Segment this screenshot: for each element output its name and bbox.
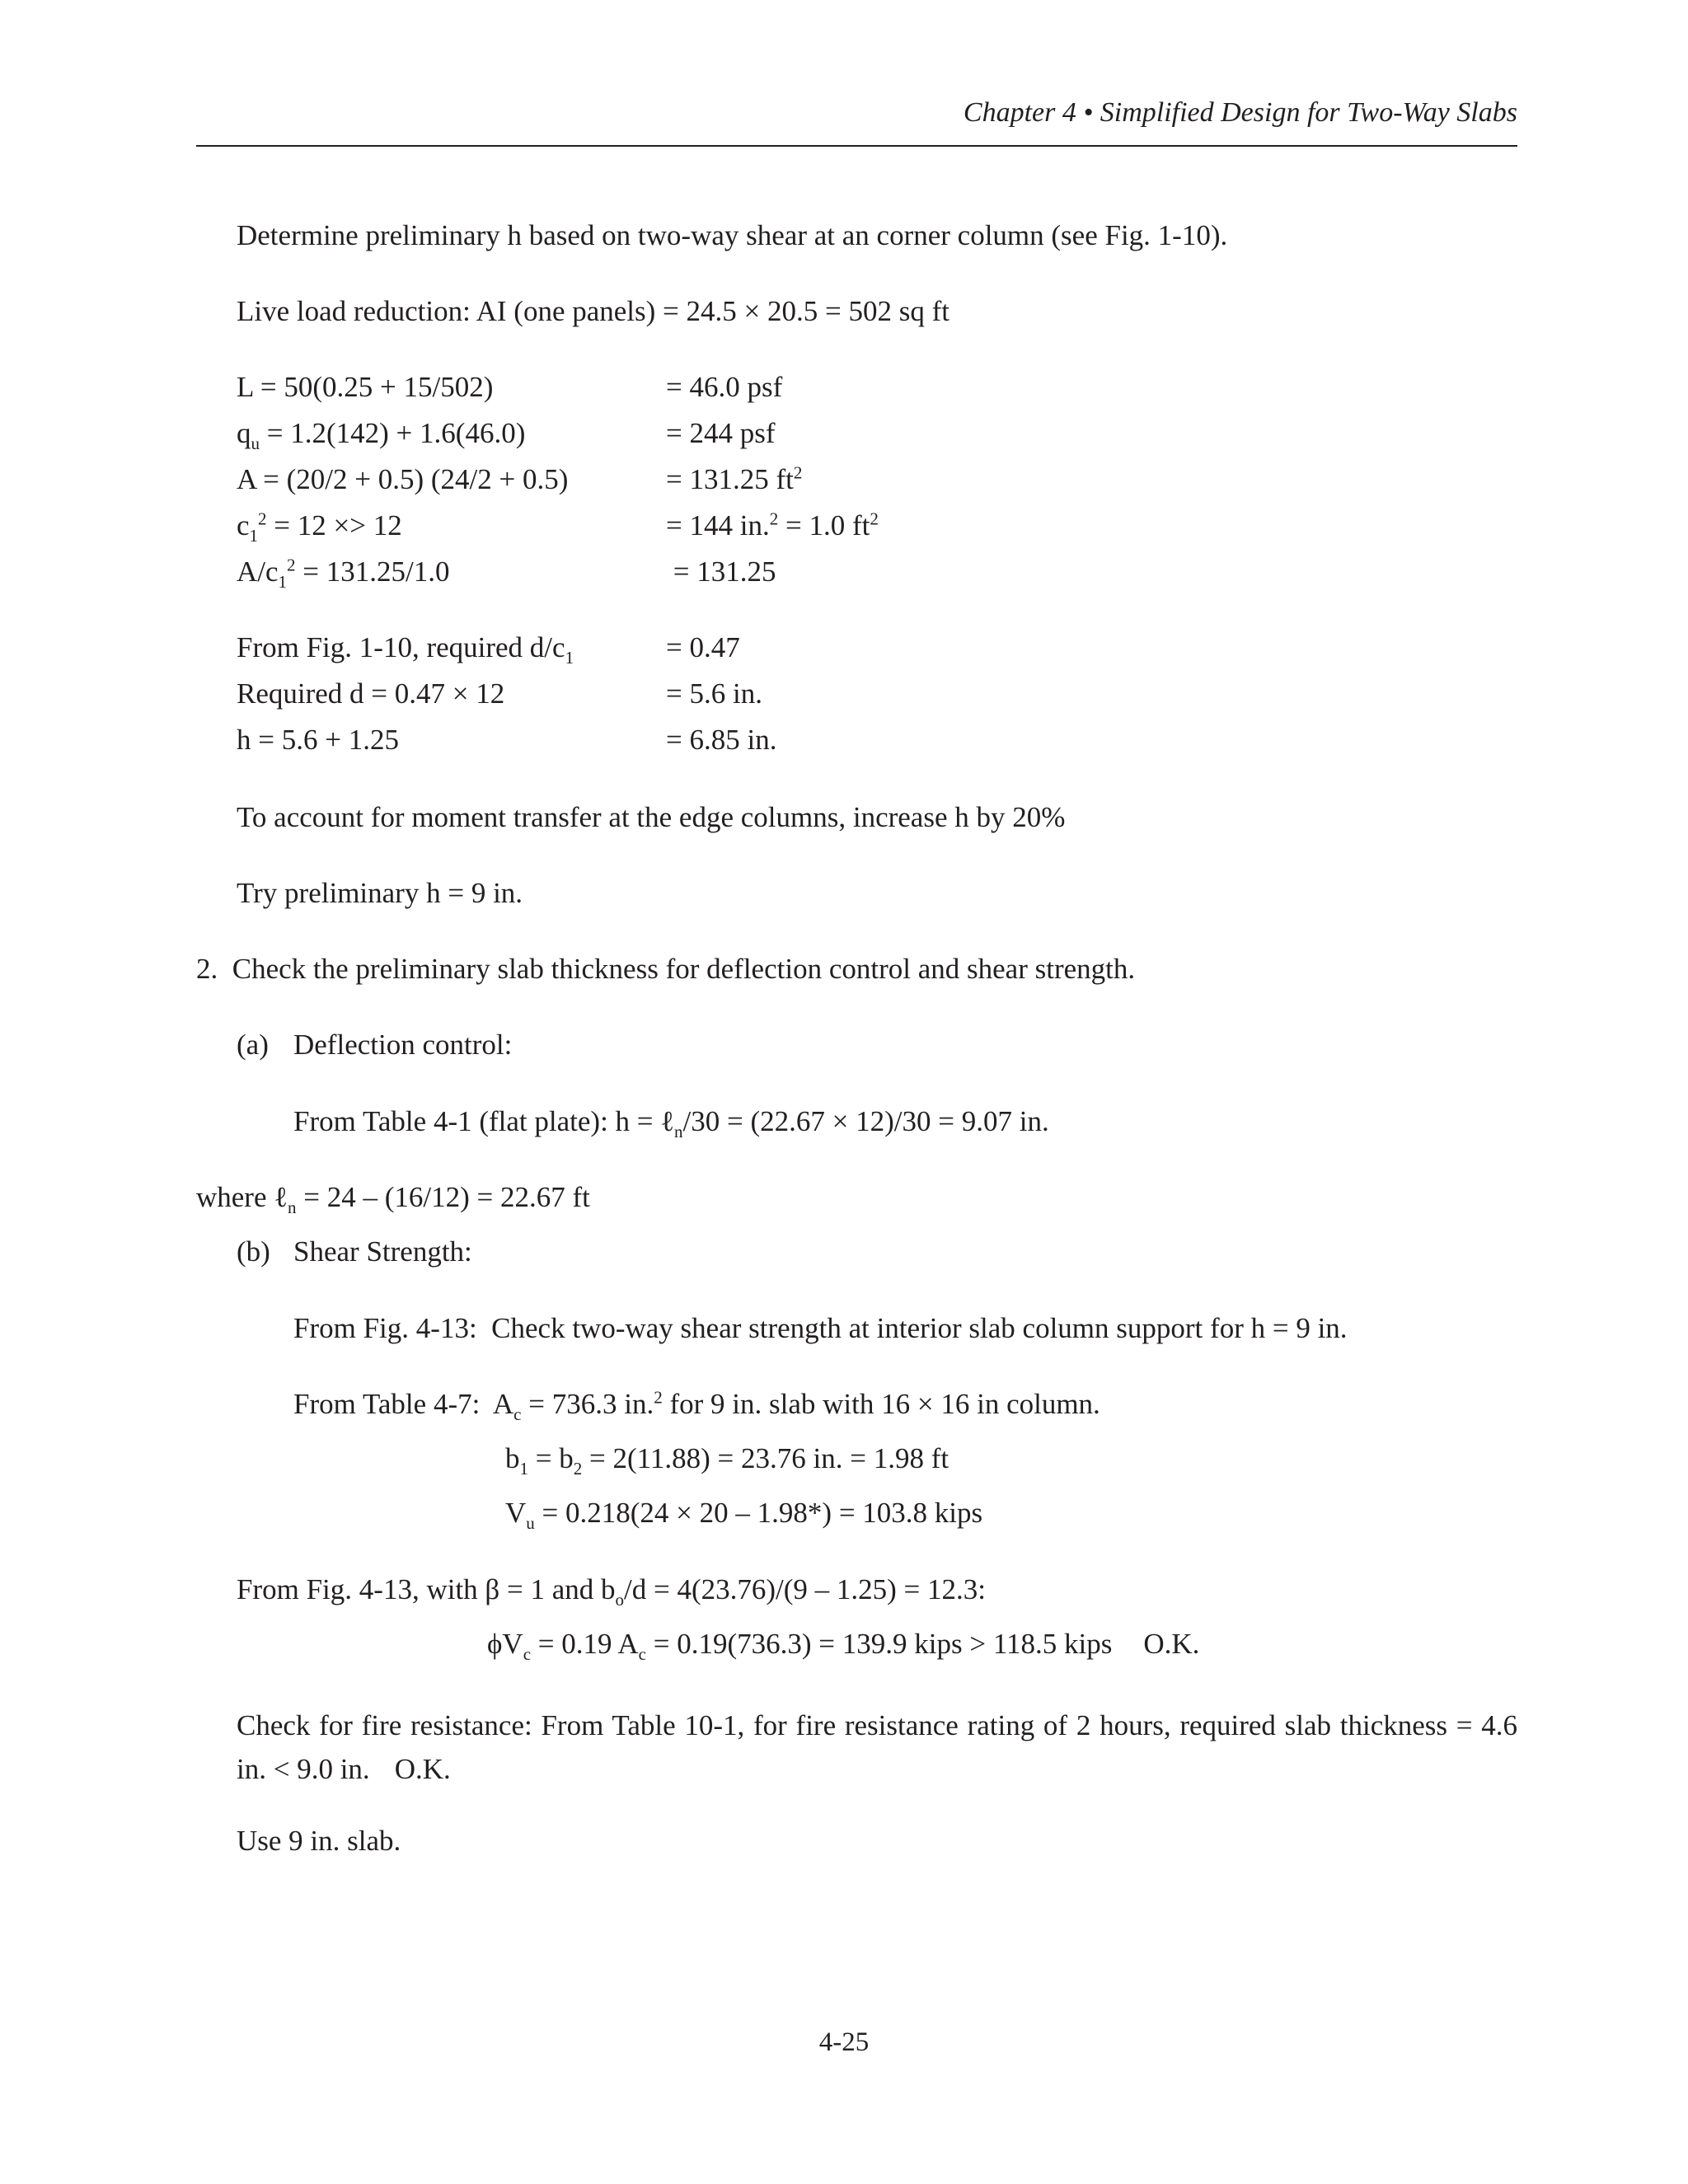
where-ln-line: where ℓ$_n$ = 24 – (16/12) = 22.67 ft	[196, 1181, 590, 1217]
calc-value-qu: = 244 psf	[666, 417, 776, 449]
fig-4-13-line: From Fig. 4-13: Check two-way shear strength at interior slab column support for h = 9 in.	[293, 1312, 1348, 1344]
calc-value-dc1: = 0.47	[666, 631, 740, 663]
phi-vc-ok: O.K.	[1143, 1628, 1200, 1660]
item-b-label: (b)	[237, 1235, 270, 1268]
try-h-line: Try preliminary h = 9 in.	[237, 877, 523, 909]
calc-label-l: L = 50(0.25 + 15/502)	[237, 371, 494, 403]
b1-b2-line: $b_1 = b_2 = 2(11.88) = 23.76$ in. = 1.98 ft	[505, 1442, 950, 1479]
calc-label-dc1: From Fig. 1-10, required $d/c_1$	[237, 631, 574, 668]
calc-value-a: = 131.25 $ft^2$	[666, 462, 803, 495]
page-number: 4-25	[818, 2027, 870, 2057]
item-a-text: Deflection control:	[293, 1029, 513, 1061]
intro-paragraph: Determine preliminary h based on two-way shear at an corner column (see Fig. 1-10).	[237, 219, 1228, 251]
calc-value-c1: = 144 in.$^2$ = 1.0 $ft^2$	[666, 509, 879, 541]
running-head: Chapter 4 • Simplified Design for Two-Way Slabs	[963, 97, 1517, 128]
header-rule	[196, 145, 1517, 147]
calc-value-d: = 5.6 in.	[666, 677, 762, 710]
table-4-7-line: From Table 4-7: $A_c = 736.3$ in.$^2$ for 9 in. slab with 16 × 16 in column.	[293, 1387, 1100, 1424]
calc-label-a: A = (20/2 + 0.5) (24/2 + 0.5)	[237, 463, 569, 495]
vu-line: $V_u = 0.218(24 \times 20 - 1.98*) = 103.8$ kips	[505, 1497, 983, 1533]
fire-resistance-paragraph: Check for fire resistance: From Table 10-1, for fire resistance rating of 2 hours, required slab thickness = 4.6 in. < 9.0 in. O.K.	[237, 1709, 1517, 1785]
table-4-1-line: From Table 4-1 (flat plate): h = ℓ$_n$/30 = (22.67 × 12)/30 = 9.07 in.	[293, 1105, 1049, 1141]
moment-transfer-line: To account for moment transfer at the edge columns, increase h by 20%	[237, 801, 1066, 833]
calc-value-l: = 46.0 psf	[666, 371, 783, 403]
calc-label-d: Required d = 0.47 × 12	[237, 677, 505, 710]
calc-label-h: h = 5.6 + 1.25	[237, 724, 399, 756]
calc-label-ac1: $A/c_1^2 = 131.25/1.0$	[237, 555, 450, 592]
item-a-label: (a)	[237, 1029, 269, 1061]
calc-label-qu: $q_u = 1.2(142) + 1.6(46.0)$	[237, 417, 526, 453]
phi-vc-line: $\phi V_c = 0.19$ $A_c = 0.19(736.3) = 139.9$ kips > 118.5 kips O.K.	[487, 1628, 1200, 1664]
calc-label-c1: $c_1^2 = 12 \times> 12$	[237, 509, 402, 546]
beta-line: From Fig. 4-13, with β = 1 and $b_o/d = 4(23.76)/(9 - 1.25) = 12.3$:	[237, 1573, 987, 1610]
live-load-line: Live load reduction: AI (one panels) = 24.5 × 20.5 = 502 sq ft	[237, 295, 950, 327]
use-slab-line: Use 9 in. slab.	[237, 1825, 401, 1857]
calc-value-h: = 6.85 in.	[666, 724, 777, 756]
item-b-text: Shear Strength:	[293, 1235, 472, 1268]
fire-ok: O.K.	[394, 1753, 451, 1785]
step-2-heading: 2. Check the preliminary slab thickness for deflection control and shear strength.	[196, 953, 1136, 985]
calc-value-ac1: = 131.25	[666, 555, 776, 588]
